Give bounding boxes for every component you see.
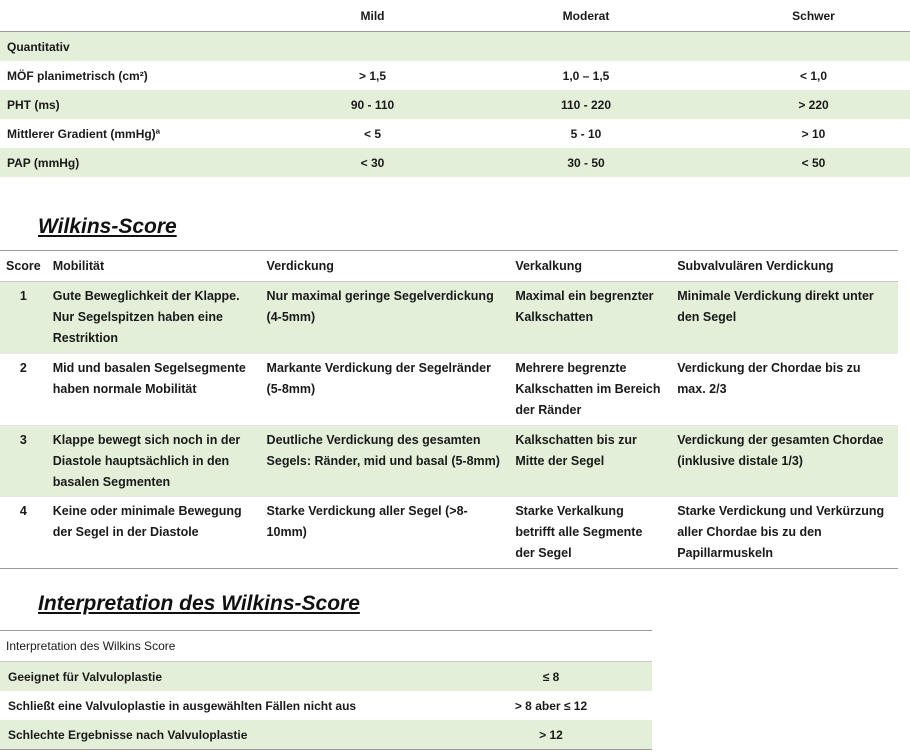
severity-row-label: MÖF planimetrisch (cm²): [7, 68, 148, 83]
severity-row-label: PAP (mmHg): [7, 155, 80, 170]
interpretation-header: Interpretation des Wilkins Score: [0, 631, 652, 662]
wilkins-cell-verdickung: Starke Verdickung aller Segel (>8-10mm): [266, 504, 468, 539]
wilkins-header-verkalkung: Verkalkung: [509, 251, 671, 282]
wilkins-cell-verdickung: Markante Verdickung der Segelränder (5-8mm): [266, 361, 491, 396]
wilkins-cell-subvalvulaer: Verdickung der gesamten Chordae (inklusive distale 1/3): [677, 433, 884, 468]
wilkins-cell-score: 4: [19, 504, 27, 518]
wilkins-cell-verkalkung: Mehrere begrenzte Kalkschatten im Bereich der Ränder: [515, 361, 661, 417]
severity-cell-schwer: > 10: [801, 126, 826, 141]
wilkins-cell-subvalvulaer: Minimale Verdickung direkt unter den Segel: [677, 289, 874, 324]
wilkins-cell-score: 3: [19, 433, 27, 447]
wilkins-cell-score: 1: [19, 289, 27, 303]
table-row: [0, 148, 910, 177]
table-row: [0, 720, 652, 750]
table-row: [0, 497, 898, 569]
severity-cell-moderat: 5 - 10: [570, 126, 602, 141]
interpretation-value: > 8 aber ≤ 12: [514, 698, 588, 713]
interpretation-header-row: [0, 631, 652, 662]
table-row: [0, 354, 898, 426]
interpretation-label: Geeignet für Valvuloplastie: [8, 669, 163, 684]
severity-header-moderat: Moderat: [455, 0, 717, 32]
wilkins-header-score: Score: [0, 251, 47, 282]
table-row: [0, 662, 652, 692]
table-row: [0, 426, 898, 497]
severity-header-schwer: Schwer: [717, 0, 910, 32]
wilkins-header-verdickung: Verdickung: [261, 251, 510, 282]
wilkins-cell-mobilitaet: Klappe bewegt sich noch in der Diastole hauptsächlich in den basalen Segmenten: [52, 433, 241, 489]
severity-row-label: PHT (ms): [7, 97, 60, 112]
severity-header-empty: [0, 0, 290, 32]
severity-cell-schwer: < 50: [801, 155, 826, 170]
severity-table: [0, 0, 910, 177]
severity-cell-mild: < 30: [360, 155, 385, 170]
wilkins-cell-verkalkung: Starke Verkalkung betrifft alle Segmente der Segel: [515, 504, 643, 560]
wilkins-cell-verdickung: Nur maximal geringe Segelverdickung (4-5mm): [266, 289, 494, 324]
wilkins-cell-subvalvulaer: Verdickung der Chordae bis zu max. 2/3: [677, 361, 861, 396]
severity-cell-mild: > 1,5: [358, 68, 387, 83]
severity-section-label: Quantitativ: [7, 39, 70, 54]
wilkins-header-subvalvulaer: Subvalvulären Verdickung: [671, 251, 898, 282]
table-row: [0, 119, 910, 148]
wilkins-cell-verdickung: Deutliche Verdickung des gesamten Segels: Ränder, mid und basal (5-8mm): [266, 433, 500, 468]
severity-cell-moderat: 1,0 – 1,5: [562, 68, 610, 83]
wilkins-header-row: [0, 251, 898, 282]
table-row: [0, 691, 652, 720]
wilkins-header-mobilitaet: Mobilität: [47, 251, 261, 282]
severity-cell-schwer: < 1,0: [799, 68, 828, 83]
interpretation-value: ≤ 8: [542, 669, 560, 684]
severity-header-row: [0, 0, 910, 32]
severity-cell-schwer: > 220: [798, 97, 829, 112]
severity-section-row: [0, 32, 910, 62]
wilkins-cell-verkalkung: Kalkschatten bis zur Mitte der Segel: [515, 433, 637, 468]
severity-cell-mild: 90 - 110: [350, 97, 395, 112]
wilkins-cell-score: 2: [19, 361, 27, 375]
table-row: [0, 282, 898, 354]
interpretation-label: Schlechte Ergebnisse nach Valvuloplastie: [0, 720, 450, 750]
severity-cell-mild: < 5: [363, 126, 381, 141]
interpretation-label: Schließt eine Valvuloplastie in ausgewählten Fällen nicht aus: [8, 698, 357, 713]
severity-cell-moderat: 30 - 50: [567, 155, 605, 170]
wilkins-score-heading: Wilkins-Score: [38, 215, 177, 238]
severity-header-mild: Mild: [290, 0, 455, 32]
wilkins-cell-mobilitaet: Keine oder minimale Bewegung der Segel in der Diastole: [52, 504, 242, 539]
wilkins-cell-mobilitaet: Mid und basalen Segelsegmente haben normale Mobilität: [52, 361, 246, 396]
table-row: [0, 90, 910, 119]
interpretation-table: [0, 630, 652, 750]
wilkins-table: [0, 250, 898, 569]
severity-cell-moderat: 110 - 220: [560, 97, 612, 112]
severity-row-label: Mittlerer Gradient (mmHg)ª: [7, 126, 161, 141]
wilkins-cell-mobilitaet: Gute Beweglichkeit der Klappe. Nur Segelspitzen haben eine Restriktion: [52, 289, 240, 345]
interpretation-value: > 12: [450, 720, 652, 750]
wilkins-cell-subvalvulaer: Starke Verdickung und Verkürzung aller Chordae bis zu den Papillarmuskeln: [677, 504, 885, 560]
interpretation-heading: Interpretation des Wilkins-Score: [38, 592, 360, 615]
wilkins-cell-verkalkung: Maximal ein begrenzter Kalkschatten: [515, 289, 654, 324]
table-row: [0, 61, 910, 90]
